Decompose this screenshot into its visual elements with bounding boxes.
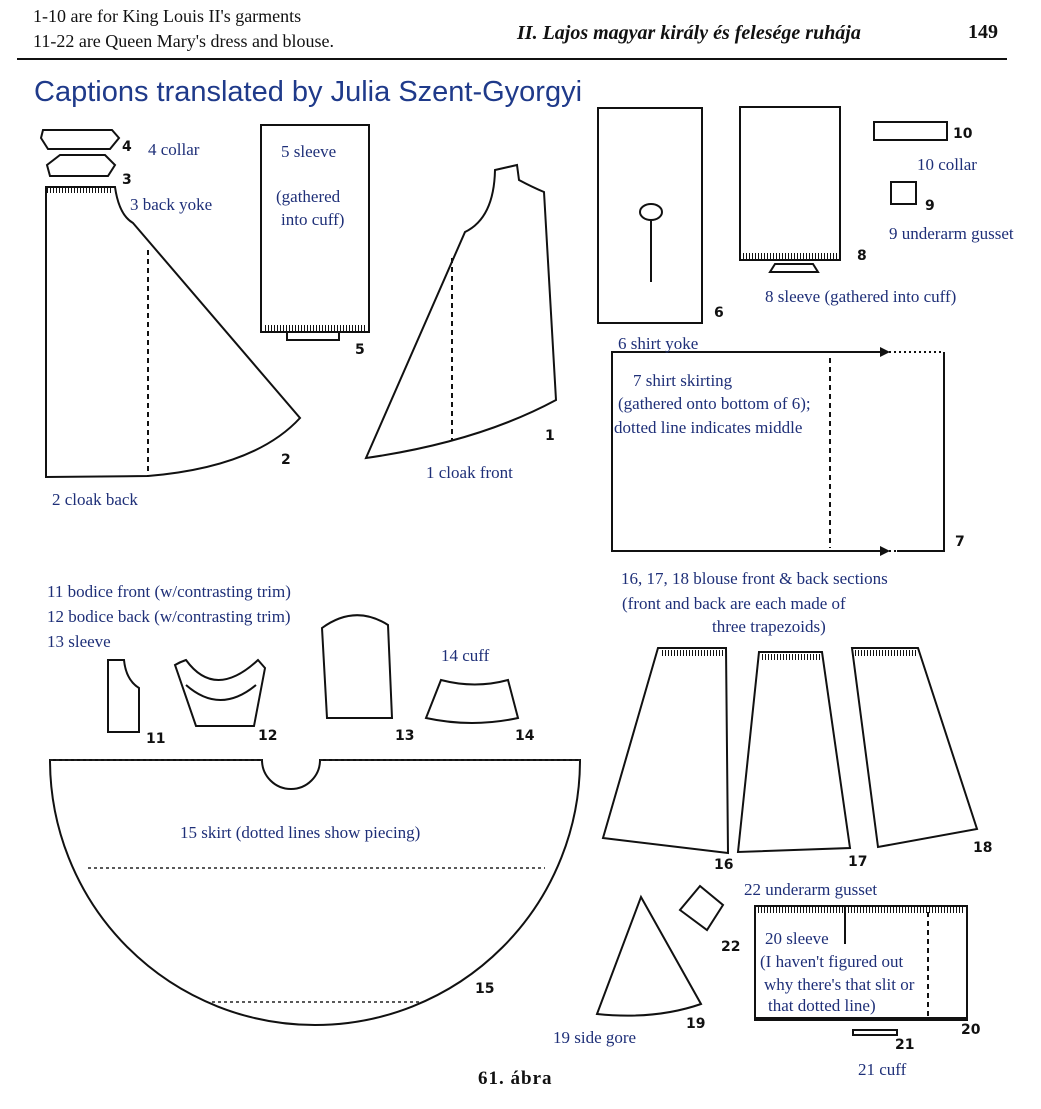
caption-5-line1: 5 sleeve [281, 142, 337, 161]
caption-22: 22 underarm gusset [744, 880, 878, 899]
piece-number-13: 13 [395, 728, 415, 744]
piece-number-1: 1 [545, 428, 555, 444]
piece-number-20: 20 [961, 1022, 981, 1038]
piece-number-4: 4 [122, 139, 132, 155]
piece-14-cuff [426, 680, 518, 723]
caption-6: 6 shirt yoke [618, 334, 699, 353]
piece-number-16: 16 [714, 857, 734, 873]
piece-number-19: 19 [686, 1016, 706, 1032]
piece-number-6: 6 [714, 305, 724, 321]
piece-number-12: 12 [258, 728, 278, 744]
caption-9: 9 underarm gusset [889, 224, 1014, 243]
piece-1-cloak-front [366, 165, 556, 458]
piece-10-collar [874, 122, 947, 140]
caption-20-line4: that dotted line) [768, 996, 876, 1015]
caption-3: 3 back yoke [130, 195, 213, 214]
header-note-line1: 1-10 are for King Louis II's garments [33, 6, 302, 26]
caption-5-line3: into cuff) [281, 210, 345, 229]
caption-7-line1: 7 shirt skirting [633, 371, 733, 390]
caption-16-line3: three trapezoids) [712, 617, 826, 636]
piece-number-21: 21 [895, 1037, 915, 1053]
caption-19: 19 side gore [553, 1028, 637, 1047]
piece-number-3: 3 [122, 172, 132, 188]
piece-number-2: 2 [281, 452, 291, 468]
caption-13: 13 sleeve [47, 632, 111, 651]
piece-7-right-edge [897, 352, 944, 551]
piece-9-underarm-gusset [891, 182, 916, 204]
piece-number-8: 8 [857, 248, 867, 264]
header-note-line2: 11-22 are Queen Mary's dress and blouse. [33, 31, 334, 51]
piece-6-neck-opening [640, 204, 662, 220]
caption-20-line2: (I haven't figured out [760, 952, 904, 971]
piece-number-11: 11 [146, 731, 166, 747]
caption-5-line2: (gathered [276, 187, 341, 206]
page-title: Captions translated by Julia Szent-Gyorgyi [34, 76, 583, 108]
piece-number-18: 18 [973, 840, 993, 856]
caption-12: 12 bodice back (w/contrasting trim) [47, 607, 291, 626]
piece-7-arrowheads [880, 347, 890, 556]
figure-caption: 61. ábra [478, 1068, 553, 1089]
caption-7-line3: dotted line indicates middle [614, 418, 803, 437]
caption-20-line3: why there's that slit or [764, 975, 915, 994]
page-number: 149 [968, 21, 998, 43]
caption-20-line1: 20 sleeve [765, 929, 829, 948]
caption-14: 14 cuff [441, 646, 490, 665]
caption-15: 15 skirt (dotted lines show piecing) [180, 823, 421, 842]
piece-21-cuff [853, 1030, 897, 1035]
piece-16-blouse-section [603, 648, 728, 853]
caption-21: 21 cuff [858, 1060, 907, 1079]
caption-2: 2 cloak back [52, 490, 138, 509]
piece-12-trim-line [186, 685, 256, 700]
piece-8-sleeve [740, 107, 840, 260]
piece-15-piecing-lines [50, 760, 580, 1002]
piece-11-bodice-front [108, 660, 139, 732]
piece-number-15: 15 [475, 981, 495, 997]
caption-8: 8 sleeve (gathered into cuff) [765, 287, 957, 306]
piece-13-sleeve [322, 615, 392, 718]
piece-17-blouse-section [738, 652, 850, 852]
piece-number-10: 10 [953, 126, 973, 142]
piece-5-cuff-tab [287, 332, 339, 340]
piece-number-14: 14 [515, 728, 535, 744]
piece-number-9: 9 [925, 198, 935, 214]
piece-12-bodice-back [175, 660, 265, 726]
piece-number-5: 5 [355, 342, 365, 358]
caption-16-line1: 16, 17, 18 blouse front & back sections [621, 569, 888, 588]
piece-3-back-yoke [47, 155, 115, 176]
caption-1: 1 cloak front [426, 463, 513, 482]
piece-number-7: 7 [955, 534, 965, 550]
piece-18-blouse-section [852, 648, 977, 847]
piece-number-17: 17 [848, 854, 868, 870]
caption-11: 11 bodice front (w/contrasting trim) [47, 582, 291, 601]
running-title: II. Lajos magyar király és felesége ruhája [517, 22, 861, 44]
piece-8-cuff [770, 264, 818, 272]
piece-22-underarm-gusset [680, 886, 723, 930]
piece-4-collar [41, 130, 119, 149]
caption-4: 4 collar [148, 140, 200, 159]
caption-7-line2: (gathered onto bottom of 6); [618, 394, 811, 413]
piece-number-22: 22 [721, 939, 741, 955]
piece-6-shirt-yoke [598, 108, 702, 323]
caption-10: 10 collar [917, 155, 977, 174]
caption-16-line2: (front and back are each made of [622, 594, 846, 613]
piece-15-skirt [50, 760, 580, 1025]
